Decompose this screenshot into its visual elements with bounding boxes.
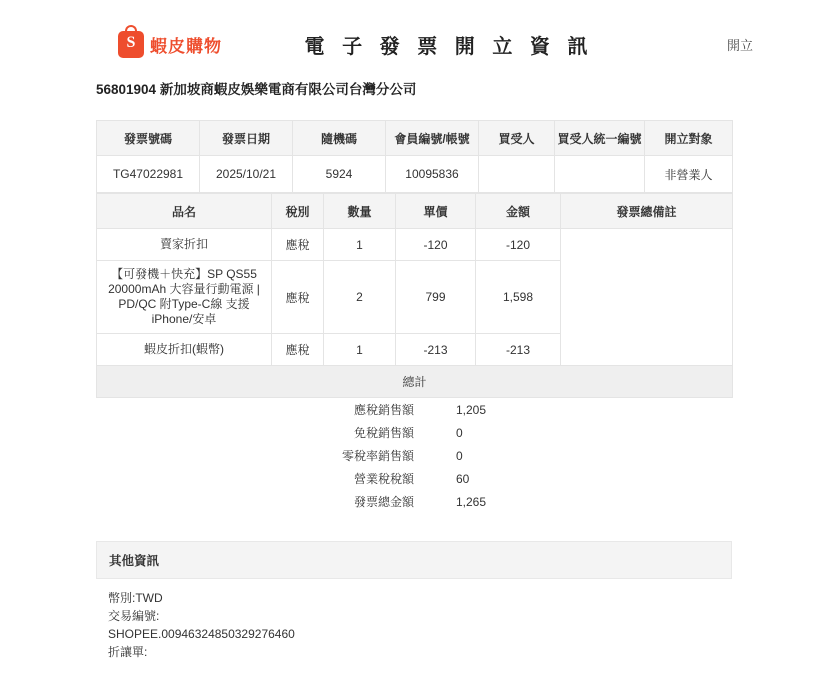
summary-row bbox=[96, 421, 774, 444]
col-invoice-note: 發票總備註 bbox=[561, 194, 733, 229]
shopping-bag-icon bbox=[118, 31, 144, 58]
cell-random-code: 5924 bbox=[293, 156, 386, 193]
col-buyer: 買受人 bbox=[479, 121, 555, 156]
cell-buyer bbox=[479, 156, 555, 193]
cell-quantity: 2 bbox=[324, 261, 396, 334]
other-info-body bbox=[96, 579, 732, 673]
table-row bbox=[97, 156, 733, 193]
col-amount: 金額 bbox=[476, 194, 561, 229]
invoice-tables bbox=[0, 98, 828, 513]
summary-value: 0 bbox=[456, 425, 463, 440]
table-header-row bbox=[97, 121, 733, 156]
cell-quantity: 1 bbox=[324, 334, 396, 366]
other-info-section bbox=[0, 541, 828, 673]
col-random-code: 隨機碼 bbox=[293, 121, 386, 156]
summary-table bbox=[96, 398, 774, 513]
other-info-line: 交易編號: bbox=[108, 609, 160, 623]
company-name: 56801904 新加坡商蝦皮娛樂電商有限公司台灣分公司 bbox=[96, 82, 417, 97]
summary-value: 1,265 bbox=[456, 494, 487, 509]
other-info-line: 折讓單: bbox=[108, 645, 148, 659]
cell-member-id: 10095836 bbox=[386, 156, 479, 193]
shopee-logo bbox=[28, 31, 238, 58]
page-title: 電 子 發 票 開 立 資 訊 bbox=[304, 35, 594, 58]
cell-amount: -120 bbox=[476, 229, 561, 261]
summary-value: 1,205 bbox=[456, 402, 487, 417]
brand-letter: S bbox=[126, 33, 136, 51]
total-label: 總計 bbox=[97, 366, 733, 398]
other-info-line: 幣別:TWD bbox=[108, 591, 163, 605]
col-invoice-date: 發票日期 bbox=[200, 121, 293, 156]
summary-value: 0 bbox=[456, 448, 463, 463]
cell-amount: -213 bbox=[476, 334, 561, 366]
other-info-title: 其他資訊 bbox=[96, 541, 732, 579]
invoice-items-table bbox=[96, 193, 733, 398]
cell-tax-type: 應稅 bbox=[272, 334, 324, 366]
cell-invoice-no: TG47022981 bbox=[97, 156, 200, 193]
summary-row bbox=[96, 398, 774, 421]
col-issue-target: 開立對象 bbox=[645, 121, 733, 156]
summary-row bbox=[96, 467, 774, 490]
cell-tax-type: 應稅 bbox=[272, 229, 324, 261]
cell-invoice-date: 2025/10/21 bbox=[200, 156, 293, 193]
col-unit-price: 單價 bbox=[396, 194, 476, 229]
status-badge: 開立 bbox=[726, 37, 753, 53]
cell-item-name: 【可發機＋快充】SP QS55 20000mAh 大容量行動電源 | PD/QC 附Type-C線 支援 iPhone/安卓 bbox=[97, 261, 272, 334]
table-row bbox=[97, 229, 733, 261]
col-buyer-tax-id: 買受人統一編號 bbox=[555, 121, 645, 156]
col-tax-type: 稅別 bbox=[272, 194, 324, 229]
summary-label: 零稅率銷售額 bbox=[341, 449, 414, 463]
summary-label: 營業稅稅額 bbox=[353, 472, 414, 486]
other-info-line: SHOPEE.00946324850329276460 bbox=[108, 627, 295, 641]
cell-unit-price: 799 bbox=[396, 261, 476, 334]
col-quantity: 數量 bbox=[324, 194, 396, 229]
cell-amount: 1,598 bbox=[476, 261, 561, 334]
summary-row bbox=[96, 444, 774, 467]
cell-issue-target: 非營業人 bbox=[645, 156, 733, 193]
summary-label: 發票總金額 bbox=[353, 495, 414, 509]
col-member-id: 會員編號/帳號 bbox=[386, 121, 479, 156]
cell-quantity: 1 bbox=[324, 229, 396, 261]
cell-tax-type: 應稅 bbox=[272, 261, 324, 334]
col-invoice-no: 發票號碼 bbox=[97, 121, 200, 156]
cell-item-name: 蝦皮折扣(蝦幣) bbox=[97, 334, 272, 366]
cell-unit-price: -120 bbox=[396, 229, 476, 261]
brand-name: 蝦皮購物 bbox=[150, 36, 222, 56]
summary-row bbox=[96, 490, 774, 513]
page-header bbox=[0, 0, 828, 58]
summary-value: 60 bbox=[456, 471, 470, 486]
cell-unit-price: -213 bbox=[396, 334, 476, 366]
invoice-header-table bbox=[96, 120, 733, 193]
cell-item-name: 賣家折扣 bbox=[97, 229, 272, 261]
cell-buyer-tax-id bbox=[555, 156, 645, 193]
summary-label: 免稅銷售額 bbox=[353, 426, 414, 440]
summary-label: 應稅銷售額 bbox=[353, 403, 414, 417]
cell-invoice-note bbox=[561, 229, 733, 366]
items-header-row bbox=[97, 194, 733, 229]
total-band-row bbox=[97, 366, 733, 398]
col-item-name: 品名 bbox=[97, 194, 272, 229]
